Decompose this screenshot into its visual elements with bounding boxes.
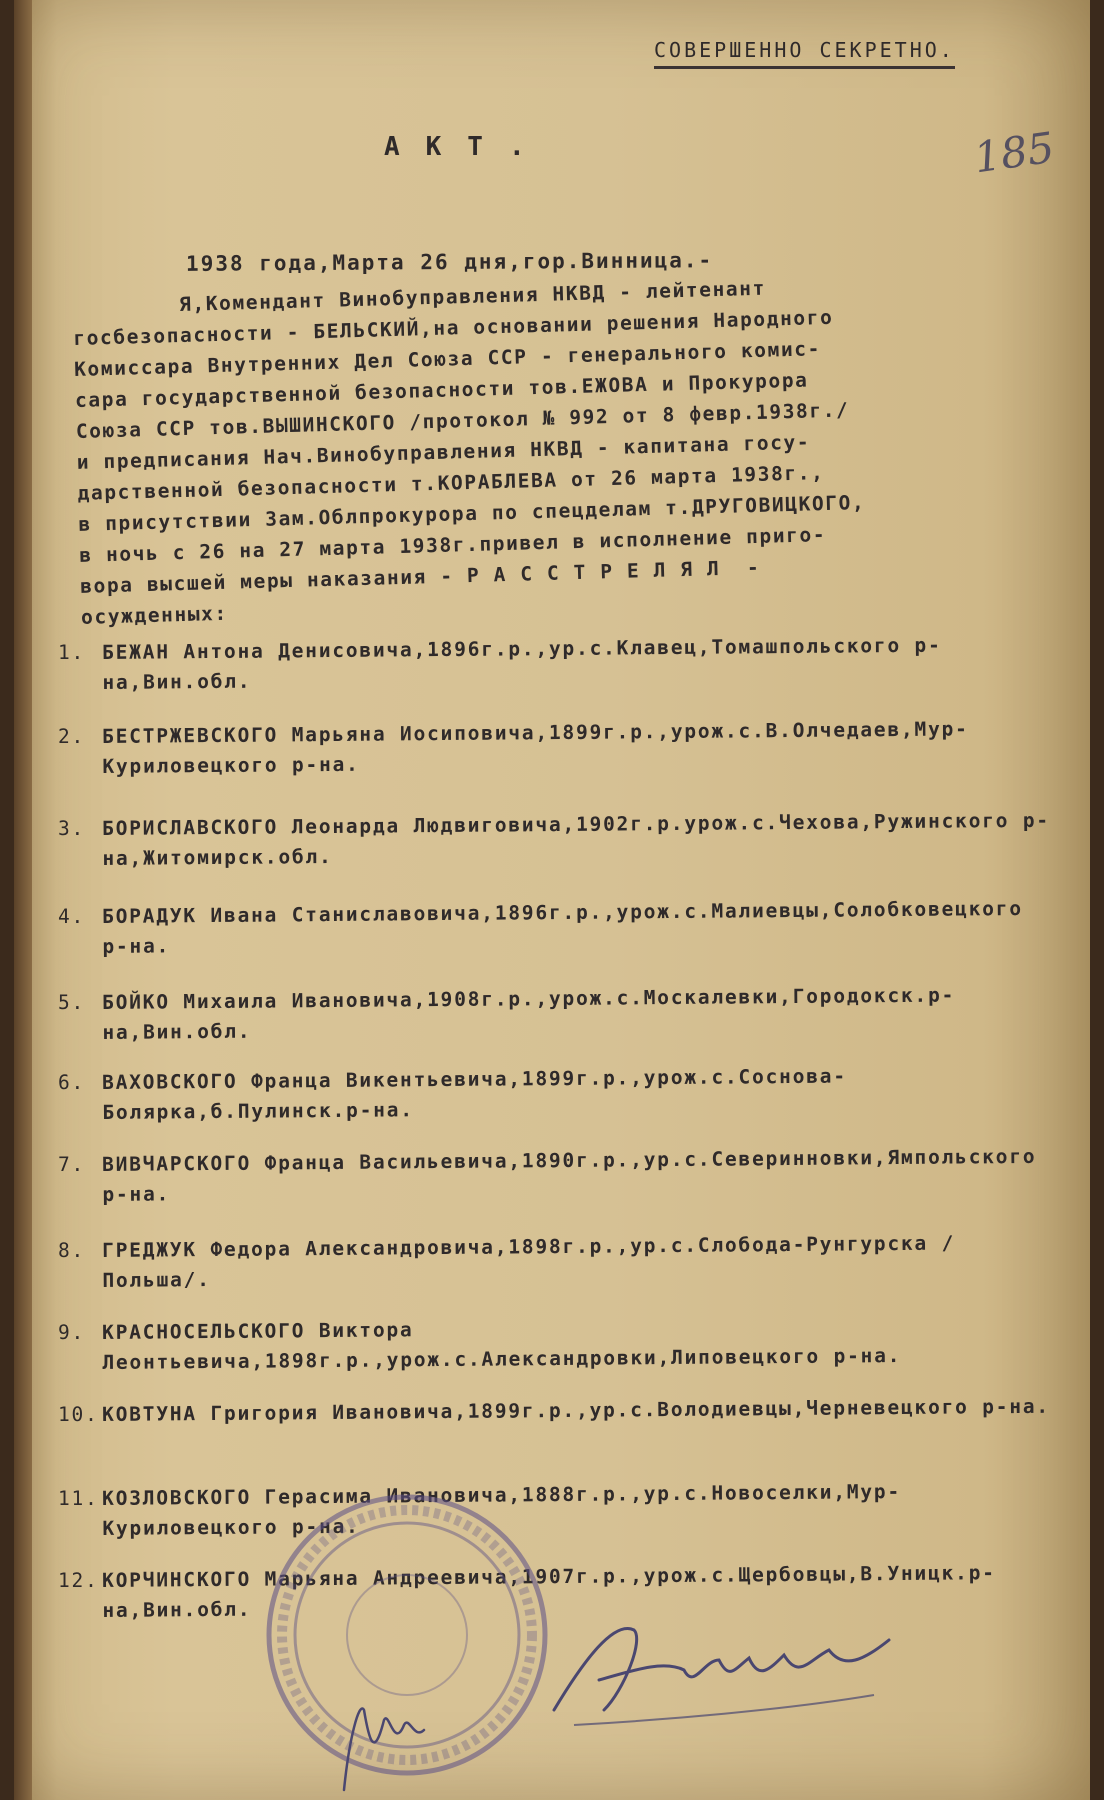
margin-signature-icon: [324, 1680, 434, 1800]
item-text: ГРЕДЖУК Федора Александровича,1898г.р.,ур.с.Слобода-Рунгурска /Польша/.: [102, 1231, 956, 1292]
document-page: [14, 0, 1090, 1800]
item-text: БЕЖАН Антона Денисовича,1896г.р.,ур.с.Клавец,Томашпольского р-на,Вин.обл.: [102, 633, 942, 694]
handwritten-signature-icon: [544, 1600, 904, 1740]
item-text: КОРЧИНСКОГО Марьяна Андреевича,1907г.р.,урож.с.Щербовцы,В.Уницк.р-на,Вин.обл.: [102, 1561, 996, 1622]
item-text: ВИВЧАРСКОГО Франца Васильевича,1890г.р.,ур.с.Северинновки,Ямпольского р-на.: [102, 1144, 1037, 1206]
item-text: БЕСТРЖЕВСКОГО Марьяна Иосиповича,1899г.р.,урож.с.В.Олчедаев,Мур-Куриловецкого р-на.: [102, 717, 969, 778]
item-number: 1.: [58, 641, 86, 664]
archive-page-number: 185: [970, 122, 1058, 183]
item-number: 11.: [58, 1487, 99, 1510]
date-line: 1938 года,Марта 26 дня,гор.Винница.-: [185, 248, 714, 276]
item-number: 6.: [58, 1071, 86, 1094]
item-number: 3.: [58, 817, 86, 840]
intro-paragraph: Я,Комендант Винобуправления НКВД - лейтенант госбезопасности - БЕЛЬСКИЙ,на основании решения Народного Комиссара Внутренних Дел Союза ССР - генерального комис- сара государственной безопасности тов.ЕЖОВА и Прокурора Союза ССР тов.ВЫШИНСКОГО /протокол № 992 от 8 февр.1938г./ и предписания Нач.Винобуправления НКВД - капитана госу- дарственной безопасности т.КОРАБЛЕВА от 26 марта 1938г., в присутствии Зам.Облпрокурора по спецделам т.ДРУГОВИЦКОГО, в ночь с 26 на 27 марта 1938г.привел в исполнение приго- вора высшей меры наказания - Р А С С Т Р Е Л Я Л - осужденных:: [72, 276, 866, 629]
document-title: АКТ.: [384, 132, 551, 162]
item-text: КОЗЛОВСКОГО Герасима Ивановича,1888г.р.,ур.с.Новоселки,Мур-Куриловецкого р-на.: [102, 1480, 902, 1540]
item-text: КРАСНОСЕЛЬСКОГО Виктора Леонтьевича,1898г.р.,урож.с.Александровки,Липовецкого р-на.: [102, 1318, 902, 1374]
item-text: БОЙКО Михаила Ивановича,1908г.р.,урож.с.Москалевки,Городокск.р-на,Вин.обл.: [102, 983, 956, 1044]
item-text: ВАХОВСКОГО Франца Викентьевича,1899г.р.,урож.с.Соснова-Болярка,б.Пулинск.р-на.: [102, 1064, 847, 1124]
page-binding-edge: [14, 0, 32, 1800]
item-text: КОВТУНА Григория Ивановича,1899г.р.,ур.с.Володиевцы,Черневецкого р-на.: [102, 1394, 1051, 1426]
item-number: 4.: [58, 905, 86, 928]
item-number: 5.: [58, 991, 86, 1014]
item-text: БОРИСЛАВСКОГО Леонарда Людвиговича,1902г.р.урож.с.Чехова,Ружинского р-на,Житомирск.обл.: [102, 808, 1051, 870]
item-number: 8.: [58, 1239, 86, 1262]
item-number: 7.: [58, 1153, 86, 1176]
item-number: 2.: [58, 725, 86, 748]
item-number: 12.: [58, 1569, 99, 1592]
item-number: 9.: [58, 1321, 86, 1344]
item-text: БОРАДУК Ивана Станиславовича,1896г.р.,урож.с.Малиевцы,Солобковецкого р-на.: [102, 896, 1023, 958]
item-number: 10.: [58, 1403, 99, 1426]
classification-label: СОВЕРШЕННО СЕКРЕТНО.: [654, 38, 955, 69]
